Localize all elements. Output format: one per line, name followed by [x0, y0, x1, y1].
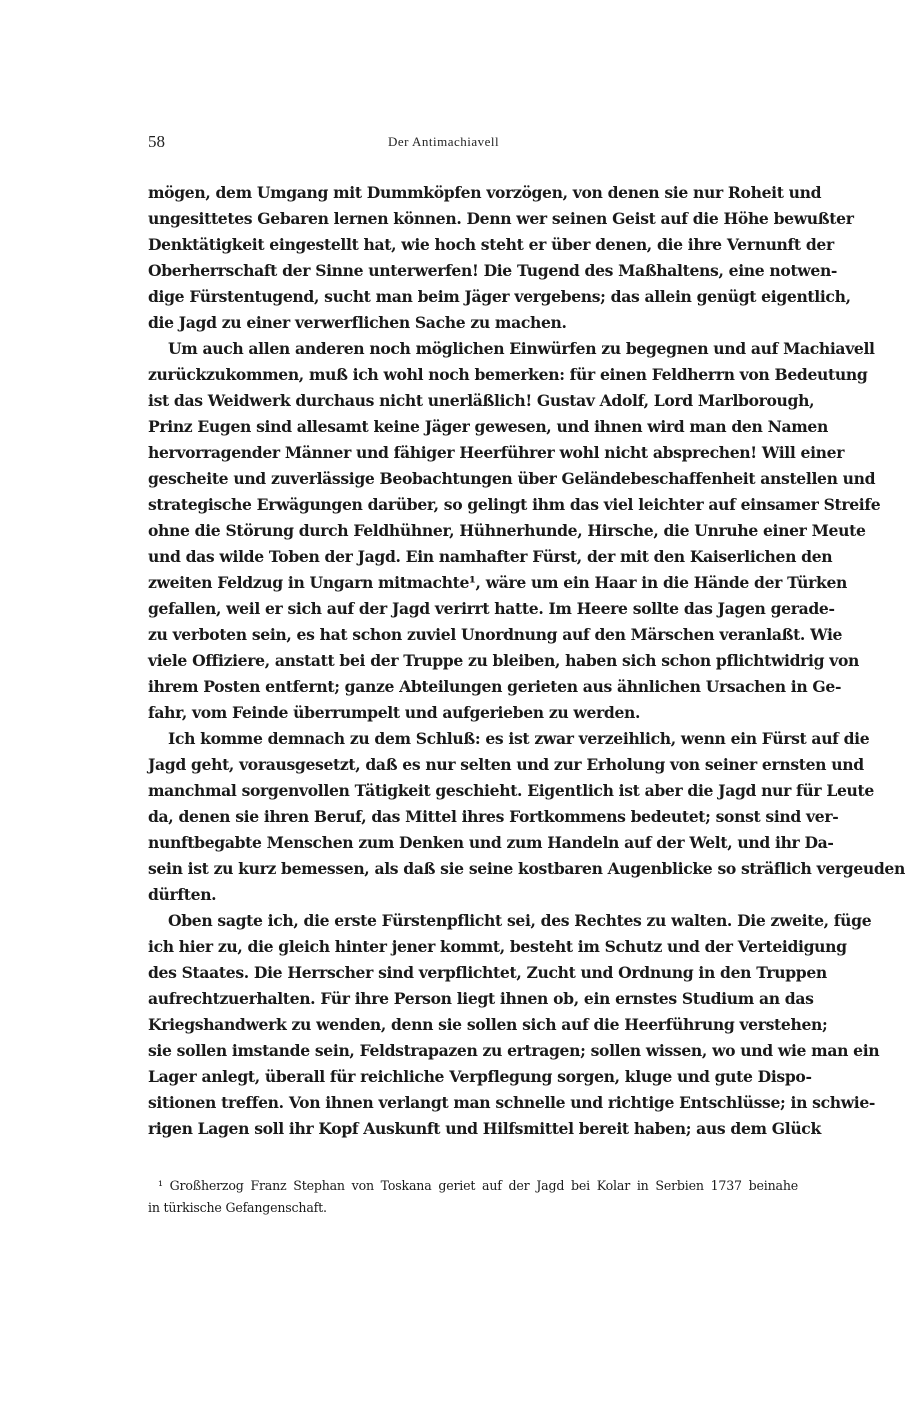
text-line: Oben sagte ich, die erste Fürstenpflicht sei, des Rechtes zu walten. Die zweite, füge — [168, 911, 872, 930]
text-line: ihrem Posten entfernt; ganze Abteilungen gerieten aus ähnlichen Ursachen in Ge- — [148, 677, 842, 696]
text-line: zurückzukommen, muß ich wohl noch bemerken: für einen Feldherrn von Bedeutung — [148, 365, 868, 384]
text-line: die Jagd zu einer verwerflichen Sache zu machen. — [148, 313, 567, 332]
body-text — [148, 180, 905, 1142]
text-line: des Staates. Die Herrscher sind verpflichtet, Zucht und Ordnung in den Truppen — [148, 963, 827, 982]
text-line: Oberherrschaft der Sinne unterwerfen! Die Tugend des Maßhaltens, eine notwen- — [148, 261, 838, 280]
text-line: Jagd geht, vorausgesetzt, daß es nur selten und zur Erholung von seiner ernsten und — [148, 755, 864, 774]
text-line: fahr, vom Feinde überrumpelt und aufgerieben zu werden. — [148, 703, 641, 722]
text-line: Um auch allen anderen noch möglichen Einwürfen zu begegnen und auf Machiavell — [168, 339, 875, 358]
text-line: Lager anlegt, überall für reichliche Verpflegung sorgen, kluge und gute Dispo- — [148, 1067, 812, 1086]
text-line: Kriegshandwerk zu wenden, denn sie sollen sich auf die Heerführung verstehen; — [148, 1015, 828, 1034]
text-line: sie sollen imstande sein, Feldstrapazen zu ertragen; sollen wissen, wo und wie man ein — [148, 1041, 880, 1060]
text-line: dige Fürstentugend, sucht man beim Jäger vergebens; das allein genügt eigentlich, — [148, 287, 851, 306]
text-line: ungesittetes Gebaren lernen können. Denn wer seinen Geist auf die Höhe bewußter — [148, 209, 854, 228]
page-header — [148, 132, 798, 156]
text-line: Denktätigkeit eingestellt hat, wie hoch steht er über denen, die ihre Vernunft der — [148, 235, 834, 254]
text-line: aufrechtzuerhalten. Für ihre Person liegt ihnen ob, ein ernstes Studium an das — [148, 989, 814, 1008]
text-line: viele Offiziere, anstatt bei der Truppe zu bleiben, haben sich schon pflichtwidrig von — [148, 651, 859, 670]
footnote-line: in türkische Gefangenschaft. — [148, 1200, 327, 1215]
text-line: rigen Lagen soll ihr Kopf Auskunft und Hilfsmittel bereit haben; aus dem Glück — [148, 1119, 821, 1138]
text-line: nunftbegabte Menschen zum Denken und zum Handeln auf der Welt, und ihr Da- — [148, 833, 834, 852]
page-number: 58 — [148, 132, 165, 151]
text-line: mögen, dem Umgang mit Dummköpfen vorzögen, von denen sie nur Roheit und — [148, 183, 822, 202]
text-line: gescheite und zuverlässige Beobachtungen über Geländebeschaffenheit anstellen und — [148, 469, 876, 488]
text-line: manchmal sorgenvollen Tätigkeit geschieht. Eigentlich ist aber die Jagd nur für Leute — [148, 781, 874, 800]
footnote-line: ¹ Großherzog Franz Stephan von Toskana geriet auf der Jagd bei Kolar in Serbien 1737 beinahe — [158, 1178, 798, 1193]
text-line: ich hier zu, die gleich hinter jener kommt, besteht im Schutz und der Verteidigung — [148, 937, 847, 956]
text-line: zu verboten sein, es hat schon zuviel Unordnung auf den Märschen veranlaßt. Wie — [148, 625, 843, 644]
text-line: hervorragender Männer und fähiger Heerführer wohl nicht absprechen! Will einer — [148, 443, 845, 462]
text-line: ohne die Störung durch Feldhühner, Hühnerhunde, Hirsche, die Unruhe einer Meute — [148, 521, 866, 540]
footnote — [148, 1175, 798, 1219]
text-line: zweiten Feldzug in Ungarn mitmachte¹, wäre um ein Haar in die Hände der Türken — [148, 573, 848, 592]
text-line: dürften. — [148, 885, 217, 904]
text-line: gefallen, weil er sich auf der Jagd verirrt hatte. Im Heere sollte das Jagen gerade- — [148, 599, 835, 618]
text-line: da, denen sie ihren Beruf, das Mittel ihres Fortkommens bedeutet; sonst sind ver- — [148, 807, 839, 826]
text-line: Prinz Eugen sind allesamt keine Jäger gewesen, und ihnen wird man den Namen — [148, 417, 828, 436]
text-line: und das wilde Toben der Jagd. Ein namhafter Fürst, der mit den Kaiserlichen den — [148, 547, 833, 566]
running-title: Der Antimachiavell — [388, 134, 500, 149]
text-line: strategische Erwägungen darüber, so gelingt ihm das viel leichter auf einsamer Streife — [148, 495, 881, 514]
text-line: ist das Weidwerk durchaus nicht unerläßlich! Gustav Adolf, Lord Marlborough, — [148, 391, 815, 410]
text-line: sein ist zu kurz bemessen, als daß sie seine kostbaren Augenblicke so sträflich vergeuden — [148, 859, 905, 878]
text-line: sitionen treffen. Von ihnen verlangt man schnelle und richtige Entschlüsse; in schwie- — [148, 1093, 876, 1112]
text-line: Ich komme demnach zu dem Schluß: es ist zwar verzeihlich, wenn ein Fürst auf die — [168, 729, 870, 748]
